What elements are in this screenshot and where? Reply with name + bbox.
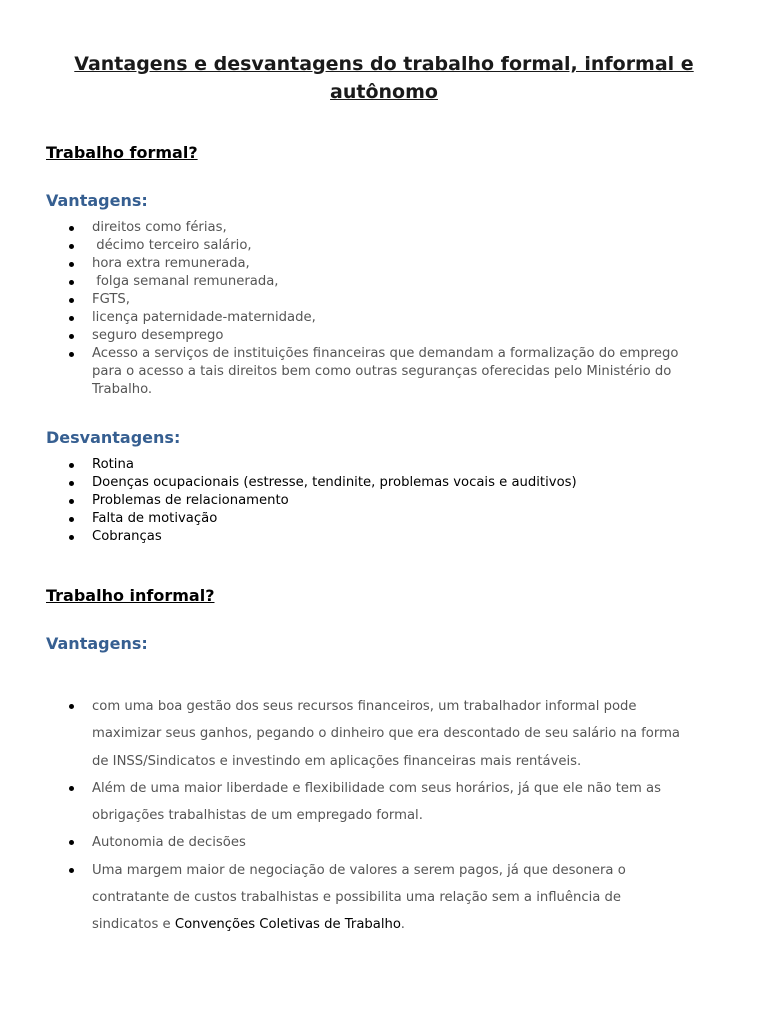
- list-item: Cobranças: [0, 528, 700, 546]
- list-item: licença paternidade-maternidade,: [0, 309, 700, 327]
- list-item: Autonomia de decisões: [0, 829, 700, 856]
- list-item: folga semanal remunerada,: [0, 273, 700, 291]
- list-item: décimo terceiro salário,: [0, 237, 700, 255]
- formal-desvantagens-list: [0, 456, 700, 546]
- document-title: Vantagens e desvantagens do trabalho formal, informal e autônomo: [74, 53, 694, 103]
- list-item: Acesso a serviços de instituições financeiras que demandam a formalização do emprego para o acesso a tais direitos bem como outras seguranças oferecidas pelo Ministério do Trabalho.: [0, 345, 696, 399]
- list-item: FGTS,: [0, 291, 700, 309]
- convencoes-coletivas-link[interactable]: Convenções Coletivas de Trabalho: [174, 917, 401, 933]
- formal-desvantagens-heading: Desvantagens:: [46, 428, 181, 447]
- list-item: [0, 857, 672, 939]
- list-item: seguro desemprego: [0, 327, 700, 345]
- list-item: hora extra remunerada,: [0, 255, 700, 273]
- list-item: Problemas de relacionamento: [0, 492, 700, 510]
- list-item: Doenças ocupacionais (estresse, tendinite, problemas vocais e auditivos): [0, 474, 700, 492]
- list-item: com uma boa gestão dos seus recursos financeiros, um trabalhador informal pode maximizar seus ganhos, pegando o dinheiro que era descontado de seu salário na forma de INSS/Sindicatos e investindo em aplicações financeiras mais rentáveis.: [0, 693, 692, 775]
- formal-heading: Trabalho formal?: [46, 143, 198, 162]
- informal-vantagens-list: [0, 693, 700, 939]
- list-item: Falta de motivação: [0, 510, 700, 528]
- list-item: Rotina: [0, 456, 700, 474]
- formal-vantagens-list: [0, 219, 700, 399]
- formal-vantagens-heading: Vantagens:: [46, 191, 148, 210]
- list-item: direitos como férias,: [0, 219, 700, 237]
- informal-heading: Trabalho informal?: [46, 586, 215, 605]
- list-item-text: Uma margem maior de negociação de valores a serem pagos, já que desonera o contratante de custos trabalhistas e possibilita uma relação sem a influência de sindicatos e: [92, 862, 626, 933]
- informal-vantagens-heading: Vantagens:: [46, 634, 148, 653]
- list-item: Além de uma maior liberdade e flexibilidade com seus horários, já que ele não tem as obrigações trabalhistas de um empregado formal.: [0, 775, 712, 830]
- list-item-suffix: .: [400, 917, 405, 933]
